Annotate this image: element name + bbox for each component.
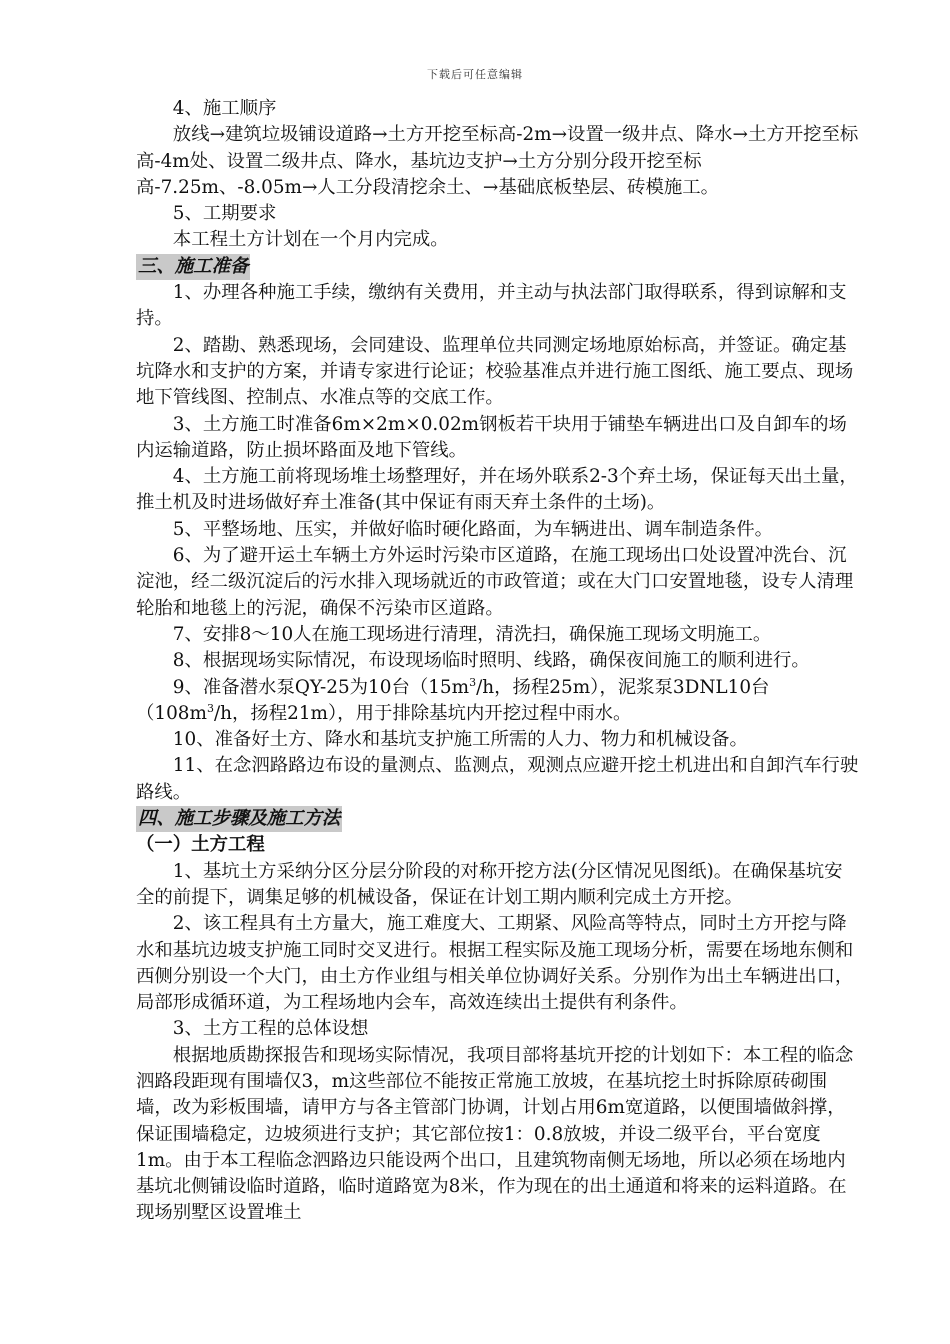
prep-item-10: 10、准备好土方、降水和基坑支护施工所需的人力、物力和机械设备。 [172,729,748,751]
prep-item-2: 2、踏勘、熟悉现场，会同建设、监理单位共同测定场地原始标高，并签证。确定基坑降水和支护的方案，并请专家进行论证；校验基准点并进行施工图纸、施工要点、现场地下管线图、控制点、水准点等的交底工作。 [136,334,854,409]
section-title-preparation: 三、施工准备 [136,254,250,280]
prep-item-9-part-b: /h，扬程25m），泥浆泵3DNL10台（108m [136,676,770,724]
section-heading-methods [136,806,860,832]
section-heading-preparation [136,254,860,280]
subsection-title-earthwork: （一）土方工程 [136,834,265,856]
paragraph-schedule: 本工程土方计划在一个月内完成。 [172,229,449,251]
prep-item-7: 7、安排8～10人在施工现场进行清理，清洗扫，确保施工现场文明施工。 [172,623,772,645]
document-body [136,96,860,1227]
earthwork-item-3-title: 3、土方工程的总体设想 [172,1018,369,1040]
prep-item-8: 8、根据现场实际情况，布设现场临时照明、线路，确保夜间施工的顺利进行。 [172,650,810,672]
prep-item-9-part-c: /h，扬程21m），用于排除基坑内开挖过程中雨水。 [213,702,632,724]
prep-item-5: 5、平整场地、压实，并做好临时硬化路面，为车辆进出、调车制造条件。 [172,518,773,540]
earthwork-item-1: 1、基坑土方采纳分区分层分阶段的对称开挖方法(分区情况见图纸)。在确保基坑安全的前提下，调集足够的机械设备，保证在计划工期内顺利完成土方开挖。 [136,860,843,908]
prep-item-3: 3、土方施工时准备6m×2m×0.02m钢板若干块用于铺垫车辆进出口及自卸车的场内运输道路，防止损坏路面及地下管线。 [136,413,847,461]
page-header: 下载后可任意编辑 [427,68,523,81]
prep-item-11: 11、在念泗路路边布设的量测点、监测点，观测点应避开挖土机进出和自卸汽车行驶路线。 [136,755,859,803]
superscript-3: 3 [206,701,214,715]
prep-item-1: 1、办理各种施工手续，缴纳有关费用，并主动与执法部门取得联系，得到谅解和支持。 [136,282,847,330]
paragraph-schedule-title: 5、工期要求 [172,203,277,225]
prep-item-6: 6、为了避开运土车辆土方外运时污染市区道路，在施工现场出口处设置冲洗台、沉淀池，经二级沉淀后的污水排入现场就近的市政管道；或在大门口安置地毯，设专人清理轮胎和地毯上的污泥，确保不污染市区道路。 [136,545,854,619]
prep-item-9 [136,675,860,728]
earthwork-item-3-body: 根据地质勘探报告和现场实际情况，我项目部将基坑开挖的计划如下：本工程的临念泗路段距现有围墙仅3，m这些部位不能按正常施工放坡，在基坑挖土时拆除原砖砌围墙，改为彩板围墙，请甲方与各主管部门协调，计划占用6m宽道路，以便围墙做斜撑，保证围墙稳定，边坡须进行支护；其它部位按1：0.8放坡，并设二级平台，平台宽度1m。由于本工程临念泗路边只能设两个出口，且建筑物南侧无场地，所以必须在场地内基坑北侧铺设临时道路，临时道路宽为8米，作为现在的出土通道和将来的运料道路。在现场别墅区设置堆土 [136,1044,854,1224]
prep-item-4: 4、土方施工前将现场堆土场整理好，并在场外联系2-3个弃土场，保证每天出土量，推土机及时进场做好弃土准备(其中保证有雨天弃土条件的土场)。 [136,466,858,514]
paragraph-construction-sequence-title: 4、施工顺序 [172,98,277,119]
paragraph-construction-sequence: 放线→建筑垃圾铺设道路→土方开挖至标高-2m→设置一级井点、降水→土方开挖至标高-4m处、设置二级井点、降水，基坑边支护→土方分别分段开挖至标高-7.25m、-8.05m→人工分段清挖余土、→基础底板垫层、砖模施工。 [136,124,859,198]
superscript-3: 3 [469,675,477,689]
prep-item-9-part-a: 9、准备潜水泵QY-25为10台（15m [172,676,470,698]
section-title-methods: 四、施工步骤及施工方法 [136,806,342,832]
earthwork-item-2: 2、该工程具有土方量大，施工难度大、工期紧、风险高等特点，同时土方开挖与降水和基坑边坡支护施工同时交叉进行。根据工程实际及施工现场分析，需要在场地东侧和西侧分别设一个大门，由土方作业组与相关单位协调好关系。分别作为出土车辆进出口，局部形成循环道，为工程场地内会车，高效连续出土提供有利条件。 [136,913,854,1014]
